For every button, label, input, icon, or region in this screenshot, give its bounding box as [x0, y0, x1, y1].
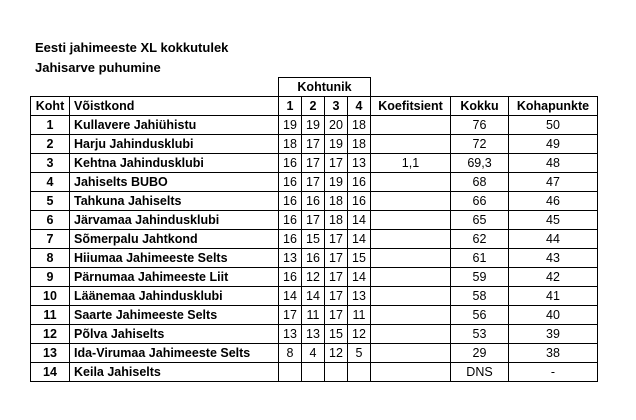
judge-score-cell: 8 [279, 344, 302, 363]
total-cell: 69,3 [451, 154, 509, 173]
judge-score-cell [325, 363, 348, 382]
results-body [31, 116, 598, 382]
judge-score-cell: 13 [279, 249, 302, 268]
points-cell: 49 [509, 135, 598, 154]
team-cell: Jahiselts BUBO [70, 173, 279, 192]
points-cell: 46 [509, 192, 598, 211]
coefficient-cell [371, 268, 451, 287]
total-cell: 76 [451, 116, 509, 135]
judge-score-cell: 17 [325, 154, 348, 173]
points-cell: 38 [509, 344, 598, 363]
points-cell: 48 [509, 154, 598, 173]
judge-score-cell: 17 [325, 287, 348, 306]
judge-header: 4 [348, 97, 371, 116]
team-cell: Kullavere Jahiühistu [70, 116, 279, 135]
judge-score-cell: 15 [302, 230, 325, 249]
rank-cell: 12 [31, 325, 70, 344]
header-row [31, 97, 598, 116]
coefficient-cell [371, 249, 451, 268]
judge-score-cell: 11 [302, 306, 325, 325]
team-cell: Järvamaa Jahindusklubi [70, 211, 279, 230]
judge-score-cell: 16 [279, 192, 302, 211]
judge-score-cell: 20 [325, 116, 348, 135]
judge-header: 3 [325, 97, 348, 116]
judge-score-cell: 13 [279, 325, 302, 344]
points-cell: - [509, 363, 598, 382]
judge-score-cell: 18 [325, 192, 348, 211]
total-cell: 56 [451, 306, 509, 325]
points-cell: 40 [509, 306, 598, 325]
judge-score-cell: 16 [279, 230, 302, 249]
judge-header: 1 [279, 97, 302, 116]
rank-cell: 3 [31, 154, 70, 173]
coefficient-cell [371, 173, 451, 192]
rank-cell: 9 [31, 268, 70, 287]
total-cell: 53 [451, 325, 509, 344]
total-cell: 72 [451, 135, 509, 154]
judge-score-cell: 5 [348, 344, 371, 363]
total-cell: 59 [451, 268, 509, 287]
judge-score-cell: 19 [279, 116, 302, 135]
table-row [31, 211, 598, 230]
rank-cell: 10 [31, 287, 70, 306]
total-cell: DNS [451, 363, 509, 382]
page-title: Eesti jahimeeste XL kokkutulek [35, 40, 229, 55]
points-cell: 47 [509, 173, 598, 192]
total-header: Kokku [451, 97, 509, 116]
table-row [31, 230, 598, 249]
judge-score-cell: 15 [325, 325, 348, 344]
rank-header: Koht [31, 97, 70, 116]
judge-score-cell: 16 [279, 268, 302, 287]
judge-score-cell: 17 [279, 306, 302, 325]
total-cell: 58 [451, 287, 509, 306]
judge-score-cell: 17 [302, 135, 325, 154]
judge-score-cell: 15 [348, 249, 371, 268]
judge-score-cell: 16 [302, 249, 325, 268]
judge-score-cell: 14 [348, 211, 371, 230]
points-header: Kohapunkte [509, 97, 598, 116]
team-cell: Ida-Virumaa Jahimeeste Selts [70, 344, 279, 363]
team-cell: Läänemaa Jahindusklubi [70, 287, 279, 306]
page-subtitle: Jahisarve puhumine [35, 60, 161, 75]
judge-score-cell: 17 [302, 173, 325, 192]
table-row [31, 192, 598, 211]
coefficient-cell [371, 192, 451, 211]
team-cell: Hiiumaa Jahimeeste Selts [70, 249, 279, 268]
rank-cell: 11 [31, 306, 70, 325]
table-row [31, 135, 598, 154]
coefficient-cell [371, 230, 451, 249]
team-header: Võistkond [70, 97, 279, 116]
team-cell: Pärnumaa Jahimeeste Liit [70, 268, 279, 287]
points-cell: 39 [509, 325, 598, 344]
table-row [31, 344, 598, 363]
coefficient-header: Koefitsient [371, 97, 451, 116]
points-cell: 44 [509, 230, 598, 249]
coefficient-cell [371, 306, 451, 325]
coefficient-cell [371, 135, 451, 154]
total-cell: 62 [451, 230, 509, 249]
judge-score-cell [302, 363, 325, 382]
table-row [31, 363, 598, 382]
points-cell: 45 [509, 211, 598, 230]
judge-score-cell: 19 [302, 116, 325, 135]
team-cell: Põlva Jahiselts [70, 325, 279, 344]
table-row [31, 249, 598, 268]
judge-header: 2 [302, 97, 325, 116]
judge-score-cell: 13 [348, 287, 371, 306]
judge-score-cell: 12 [302, 268, 325, 287]
judge-score-cell: 17 [325, 306, 348, 325]
rank-cell: 13 [31, 344, 70, 363]
table-row [31, 116, 598, 135]
total-cell: 61 [451, 249, 509, 268]
table-row [31, 287, 598, 306]
total-cell: 29 [451, 344, 509, 363]
rank-cell: 7 [31, 230, 70, 249]
results-table [30, 77, 598, 382]
total-cell: 68 [451, 173, 509, 192]
judge-score-cell: 17 [325, 268, 348, 287]
team-cell: Keila Jahiselts [70, 363, 279, 382]
table-row [31, 325, 598, 344]
rank-cell: 6 [31, 211, 70, 230]
rank-cell: 1 [31, 116, 70, 135]
rank-cell: 14 [31, 363, 70, 382]
judge-score-cell: 12 [348, 325, 371, 344]
total-cell: 65 [451, 211, 509, 230]
points-cell: 50 [509, 116, 598, 135]
coefficient-cell [371, 363, 451, 382]
judge-score-cell: 14 [302, 287, 325, 306]
judge-score-cell [348, 363, 371, 382]
judge-score-cell: 17 [302, 154, 325, 173]
judge-score-cell: 19 [325, 135, 348, 154]
coefficient-cell [371, 344, 451, 363]
judge-score-cell: 18 [348, 135, 371, 154]
team-cell: Harju Jahindusklubi [70, 135, 279, 154]
coefficient-cell: 1,1 [371, 154, 451, 173]
coefficient-cell [371, 287, 451, 306]
judge-score-cell: 18 [325, 211, 348, 230]
judge-score-cell: 14 [348, 268, 371, 287]
judge-score-cell: 11 [348, 306, 371, 325]
team-cell: Kehtna Jahindusklubi [70, 154, 279, 173]
judge-score-cell: 17 [325, 230, 348, 249]
table-row [31, 268, 598, 287]
header-row-top [31, 78, 598, 97]
coefficient-cell [371, 116, 451, 135]
rank-cell: 2 [31, 135, 70, 154]
points-cell: 43 [509, 249, 598, 268]
coefficient-cell [371, 325, 451, 344]
table-row [31, 154, 598, 173]
judge-score-cell [279, 363, 302, 382]
judge-score-cell: 16 [279, 154, 302, 173]
points-cell: 41 [509, 287, 598, 306]
judge-score-cell: 18 [348, 116, 371, 135]
judge-score-cell: 16 [348, 173, 371, 192]
judge-score-cell: 16 [348, 192, 371, 211]
coefficient-cell [371, 211, 451, 230]
judge-score-cell: 16 [302, 192, 325, 211]
rank-cell: 5 [31, 192, 70, 211]
team-cell: Saarte Jahimeeste Selts [70, 306, 279, 325]
team-cell: Sõmerpalu Jahtkond [70, 230, 279, 249]
judge-score-cell: 12 [325, 344, 348, 363]
judge-score-cell: 14 [348, 230, 371, 249]
judge-score-cell: 14 [279, 287, 302, 306]
judge-score-cell: 4 [302, 344, 325, 363]
points-cell: 42 [509, 268, 598, 287]
judges-group-header: Kohtunik [279, 78, 371, 97]
judge-score-cell: 16 [279, 211, 302, 230]
judge-score-cell: 17 [325, 249, 348, 268]
judge-score-cell: 13 [302, 325, 325, 344]
rank-cell: 4 [31, 173, 70, 192]
judge-score-cell: 19 [325, 173, 348, 192]
total-cell: 66 [451, 192, 509, 211]
judge-score-cell: 13 [348, 154, 371, 173]
judge-score-cell: 16 [279, 173, 302, 192]
rank-cell: 8 [31, 249, 70, 268]
table-row [31, 306, 598, 325]
judge-score-cell: 18 [279, 135, 302, 154]
team-cell: Tahkuna Jahiselts [70, 192, 279, 211]
table-row [31, 173, 598, 192]
judge-score-cell: 17 [302, 211, 325, 230]
